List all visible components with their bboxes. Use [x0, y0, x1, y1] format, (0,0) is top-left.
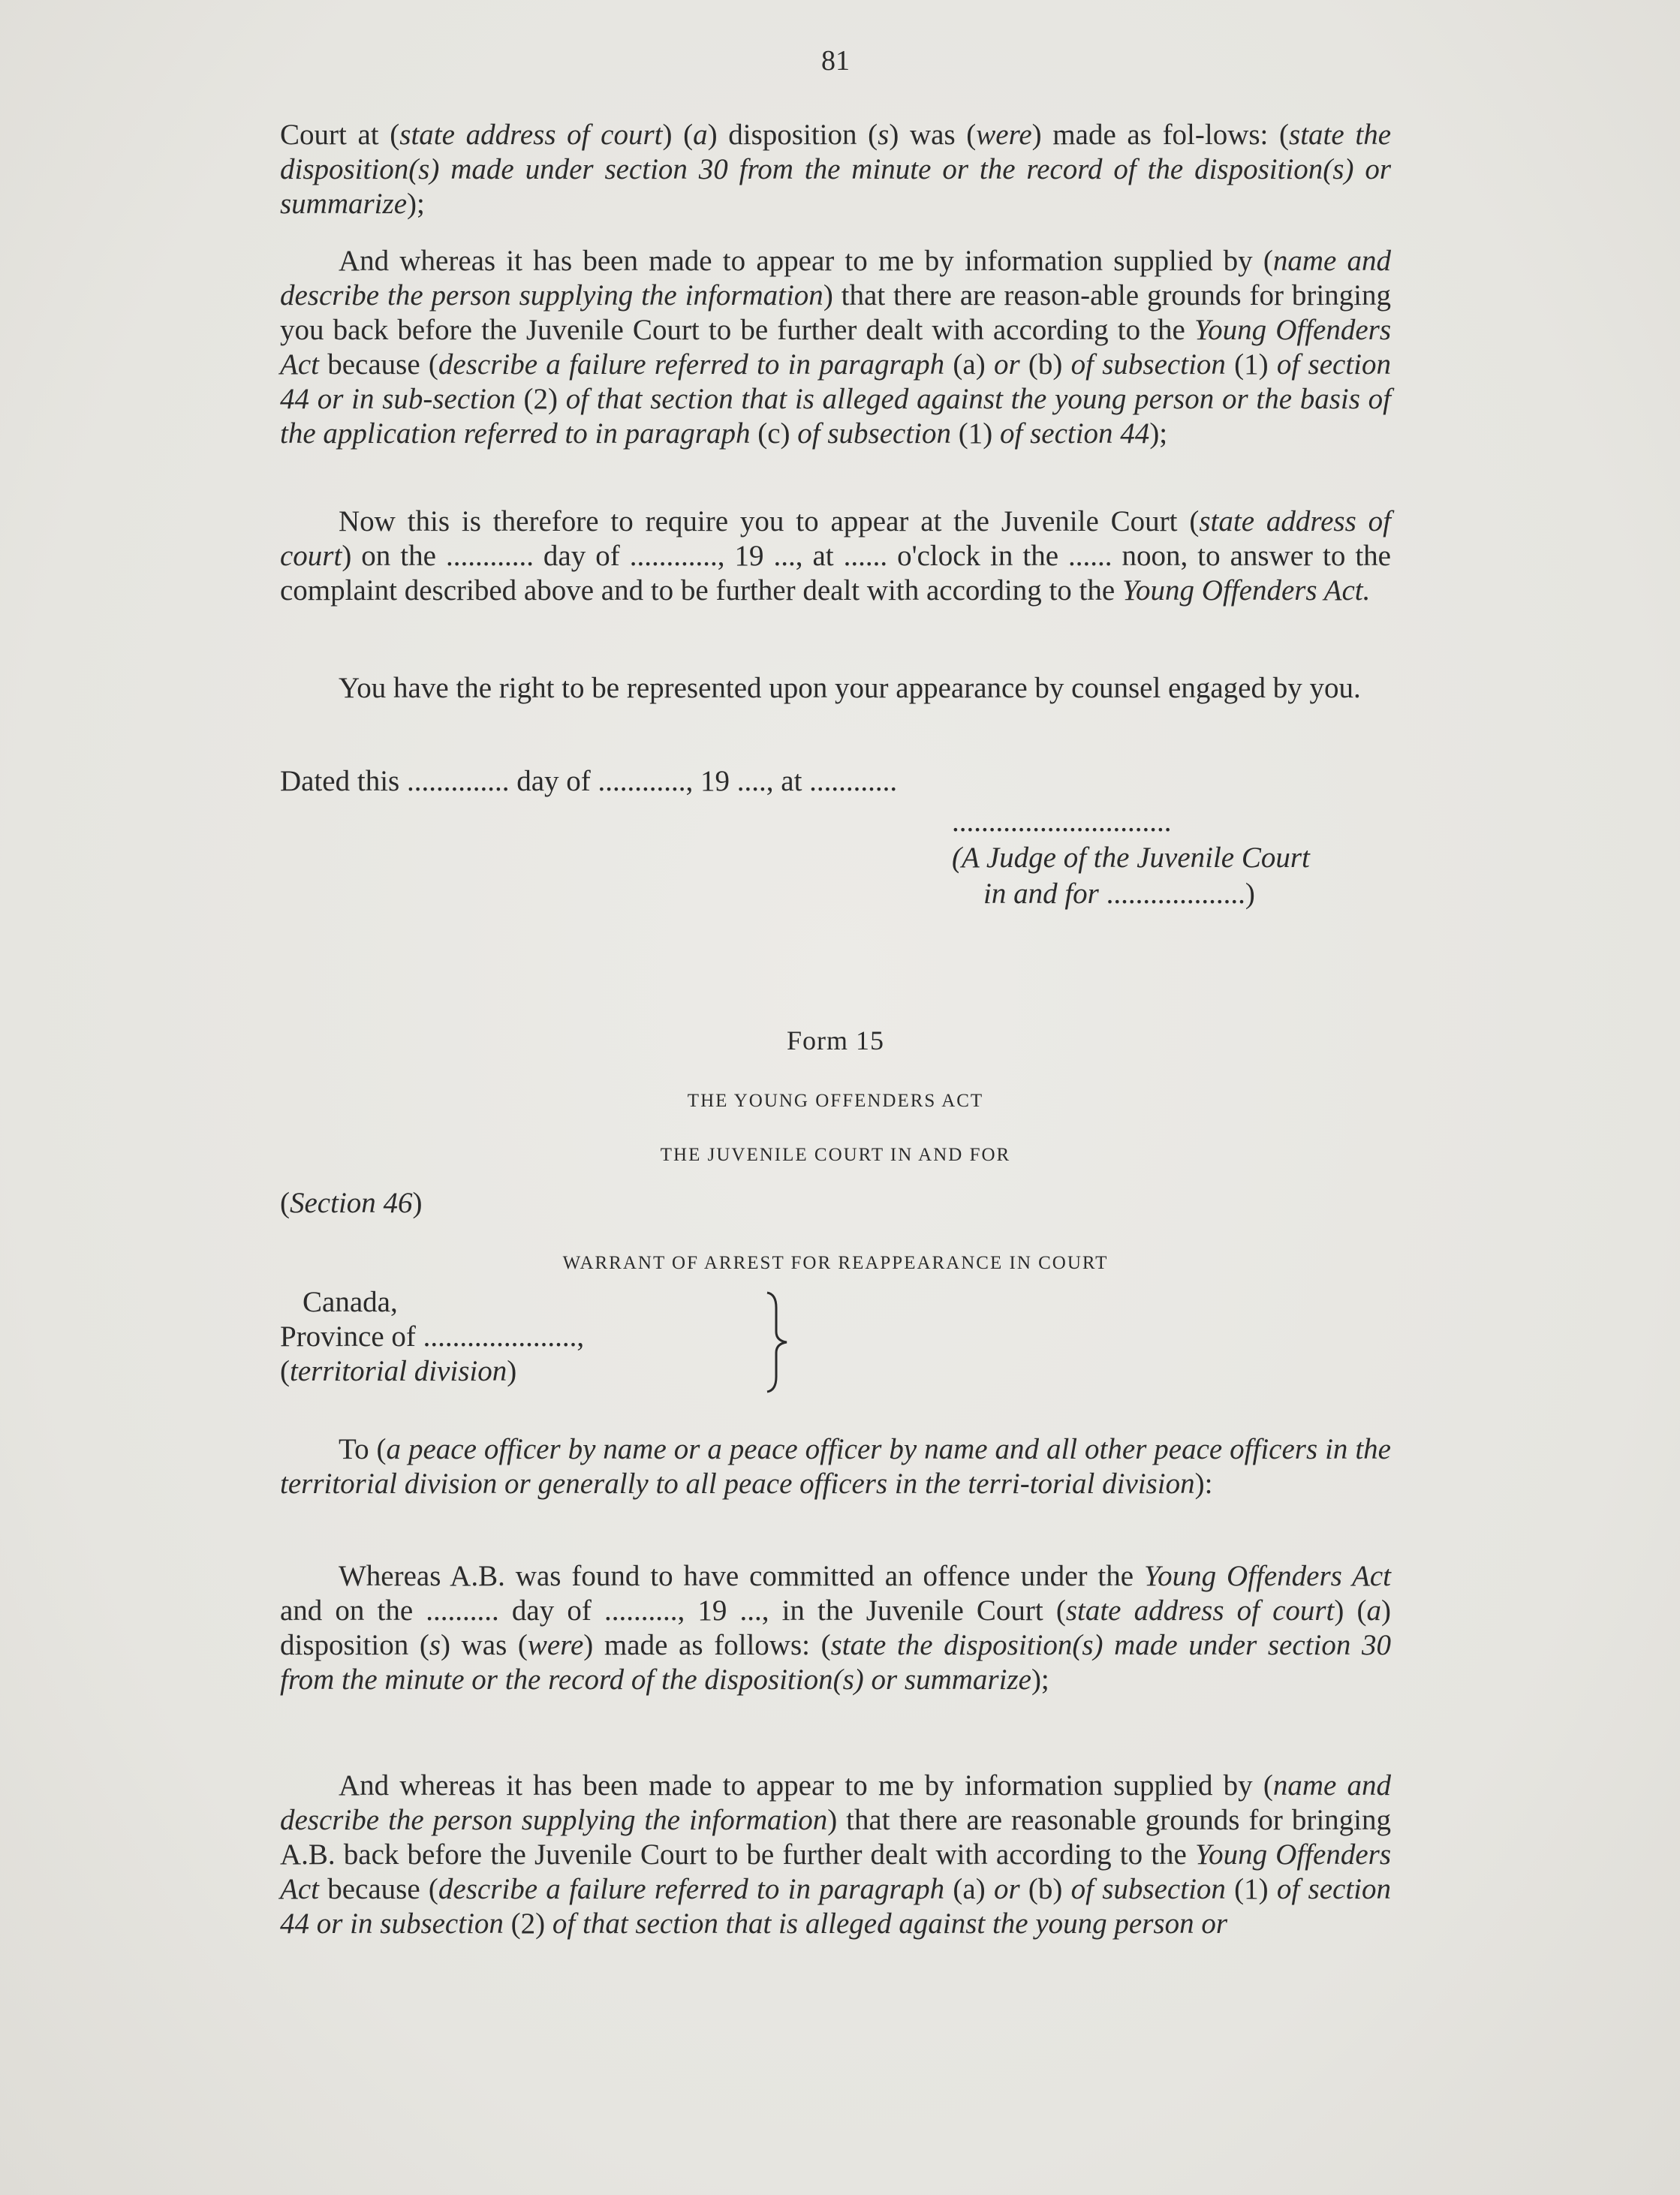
signature-title-line: (A Judge of the Juvenile Court	[952, 842, 1310, 874]
court-heading: THE JUVENILE COURT IN AND FOR	[660, 1145, 1011, 1165]
jurisdiction-province: Province of .....................,	[280, 1320, 585, 1353]
paragraph-require-appearance: Now this is therefore to require you to appear at the Juvenile Court (state address of court) on the ............ day of ............, 19 ..., at ...... o'clock in the ...... noon, to answer to the complaint described above and to be further dealt with according to the Young Offenders Act.	[280, 505, 1391, 607]
form-heading: Form 15	[786, 1025, 884, 1055]
signature-jurisdiction-line: in and for ...................)	[983, 878, 1255, 910]
jurisdiction-division: (territorial division)	[280, 1355, 517, 1387]
signature-dots: ..............................	[952, 805, 1172, 838]
paragraph-information-supplied: And whereas it has been made to appear to me by information supplied by (name and describe the person supplying the information) that there are reason-able grounds for bringing you back before the Juvenile Court to be further dealt with according to the Young Offenders Act because (describe a failure referred to in paragraph (a) or (b) of subsection (1) of section 44 or in sub-section (2) of that section that is alleged against the young person or the basis of the application referred to in paragraph (c) of subsection (1) of section 44);	[280, 245, 1392, 450]
right-brace-icon	[764, 1290, 791, 1395]
paragraph-addressee: To (a peace officer by name or a peace officer by name and all other peace officers in the territorial division or generally to all peace officers in the terri-torial division):	[280, 1433, 1391, 1500]
act-heading: THE YOUNG OFFENDERS ACT	[687, 1091, 984, 1111]
warrant-heading: WARRANT OF ARREST FOR REAPPEARANCE IN COURT	[562, 1253, 1109, 1273]
paragraph-offence-found: Whereas A.B. was found to have committed an offence under the Young Offenders Act and on the .......... day of .........., 19 ..., in the Juvenile Court (state address of court) (a) disposition (s) was (were) made as follows: (state the disposition(s) made under section 30 from the minute or the record of the disposition(s) or summarize);	[280, 1560, 1392, 1696]
paragraph-disposition-summary: Court at (state address of court) (a) disposition (s) was (were) made as fol-lows: (state the disposition(s) made under section 30 from the minute or the record of the disposition(s) or summarize);	[280, 119, 1392, 220]
dated-line: Dated this .............. day of ............, 19 ...., at ............	[280, 765, 898, 797]
page-number: 81	[821, 45, 850, 77]
section-reference: (Section 46)	[280, 1187, 423, 1219]
paragraph-right-to-counsel: You have the right to be represented upon your appearance by counsel engaged by you.	[339, 672, 1361, 704]
paragraph-information-ab: And whereas it has been made to appear to me by information supplied by (name and describe the person supplying the information) that there are reasonable grounds for bringing A.B. back before the Juvenile Court to be further dealt with according to the Young Offenders Act because (describe a failure referred to in paragraph (a) or (b) of subsection (1) of section 44 or in subsection (2) of that section that is alleged against the young person or	[280, 1769, 1391, 1940]
jurisdiction-country: Canada,	[303, 1286, 398, 1318]
